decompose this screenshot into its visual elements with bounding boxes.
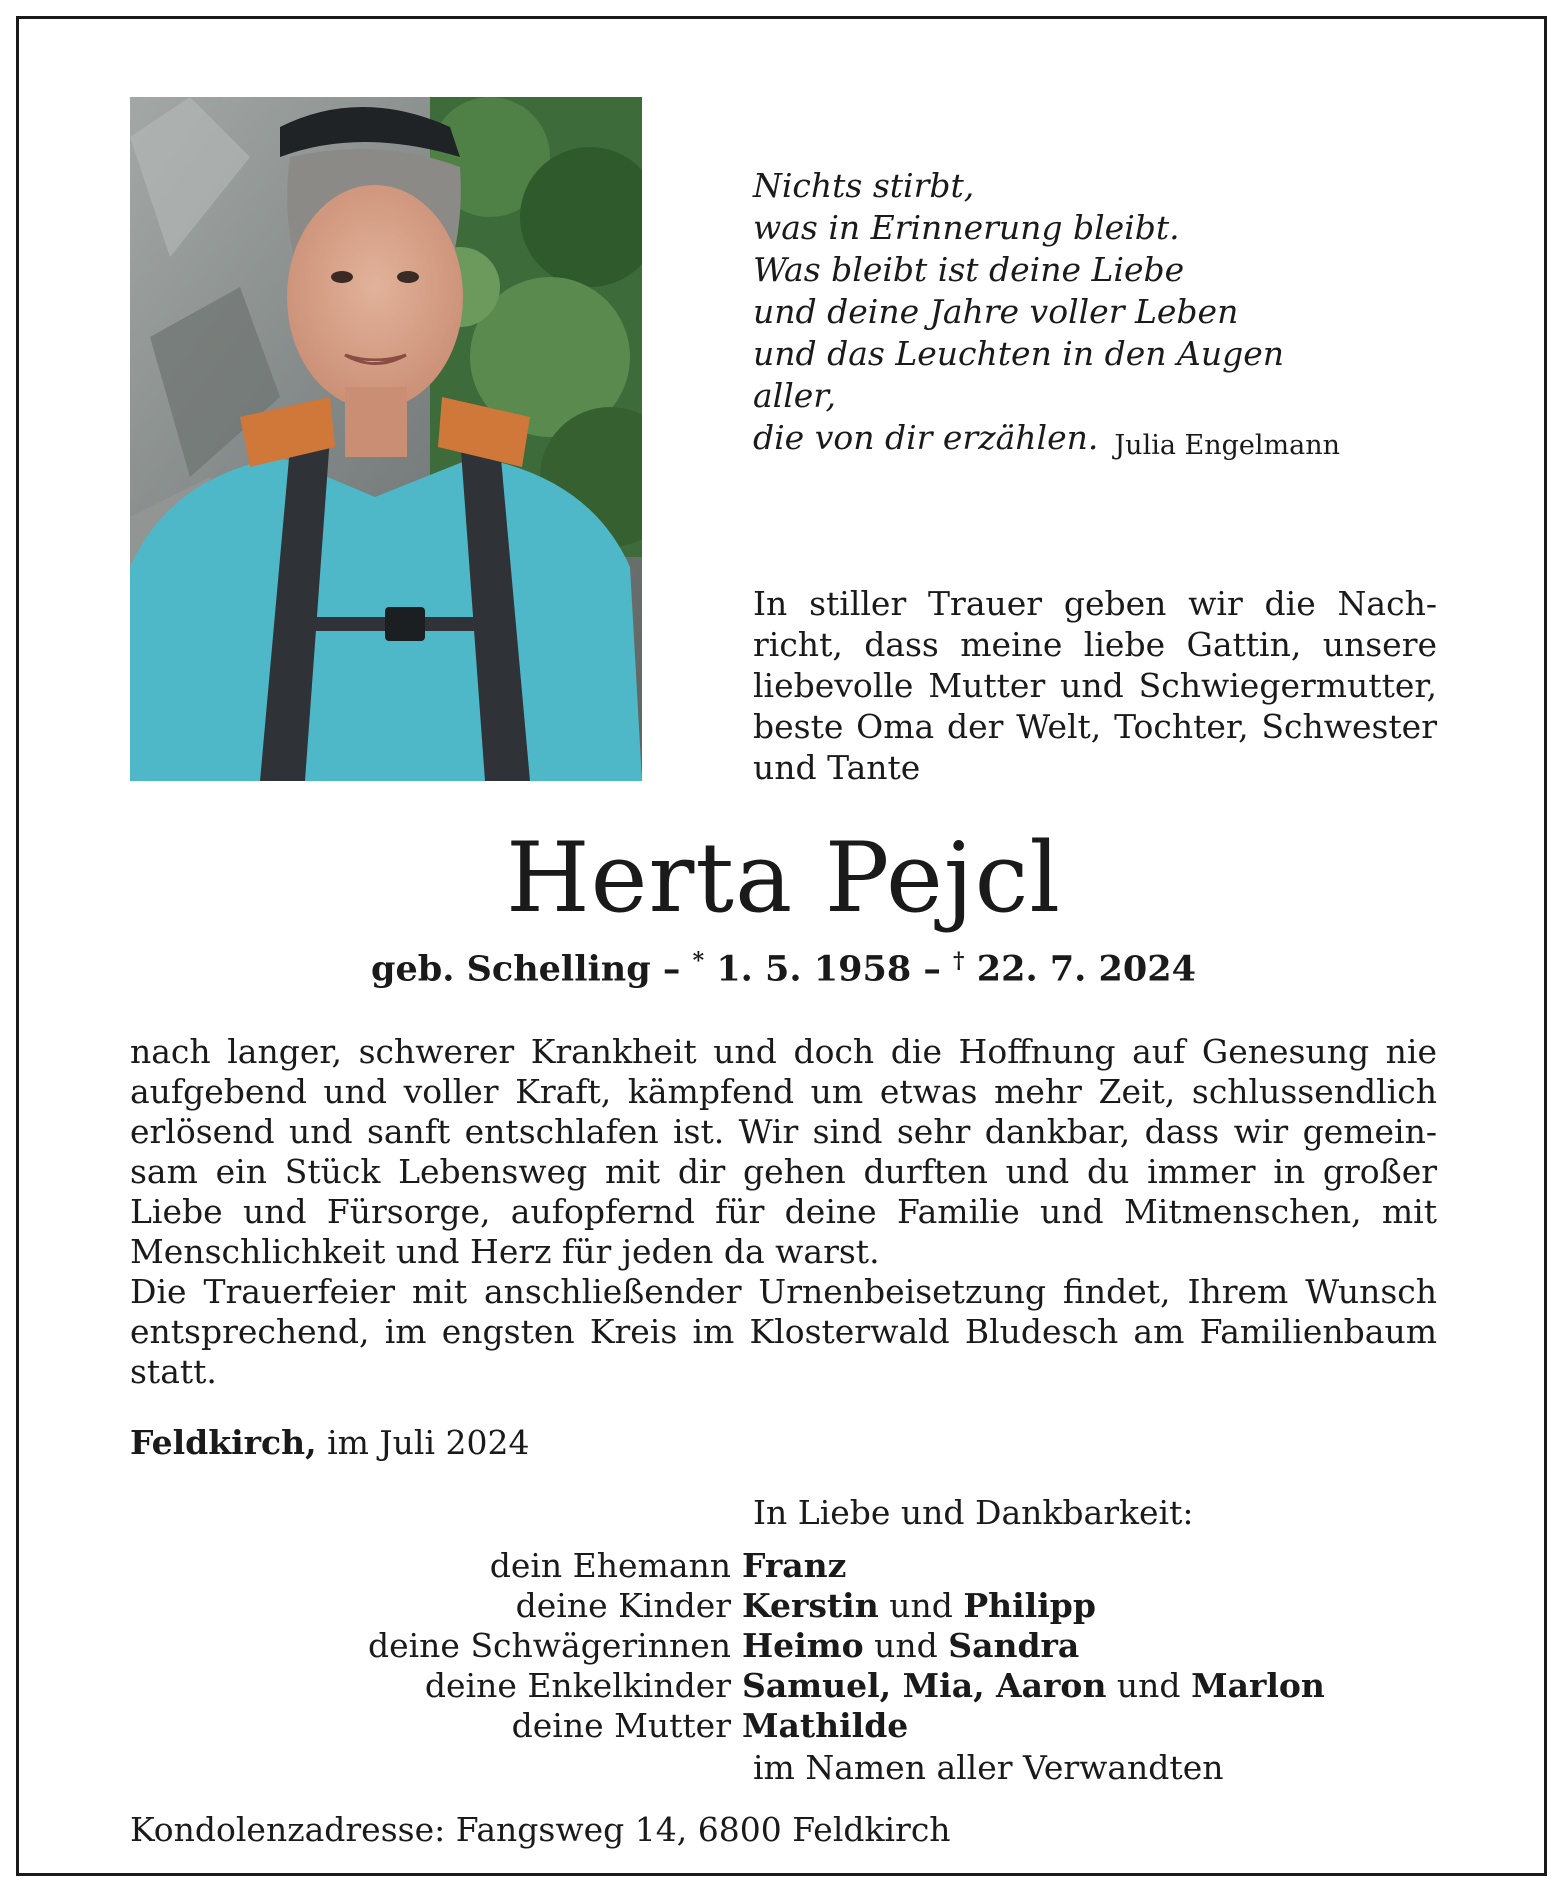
family-name: Sandra (948, 1626, 1080, 1665)
family-relation: dein Ehemann (489, 1546, 731, 1585)
family-name: Mathilde (742, 1706, 909, 1745)
born-symbol: * (692, 948, 705, 974)
memorial-quote (753, 165, 1373, 459)
family-connector: und (863, 1626, 949, 1665)
body-line: aufgebend und voller Kraft, kämpfend um etwas mehr Zeit, schlussendlich (130, 1072, 1437, 1111)
family-relation: deine Schwägerinnen (367, 1626, 731, 1665)
intro-line: beste Oma der Welt, Tochter, Schwester (753, 707, 1437, 746)
body-line: entsprechend, im engsten Kreis im Klosterwald Bludesch am Familienbaum (130, 1312, 1437, 1351)
body-line: statt. (130, 1352, 217, 1391)
quote-line: und das Leuchten in den Augen aller, (753, 334, 1284, 415)
quote-line: und deine Jahre voller Leben (753, 292, 1239, 331)
body-paragraph (130, 1032, 1437, 1392)
condolence-address: Kondolenzadresse: Fangsweg 14, 6800 Feldkirch (130, 1810, 951, 1849)
quote-line: was in Erinnerung bleibt. (753, 208, 1180, 247)
body-line: sam ein Stück Lebensweg mit dir gehen durften und du immer in großer (130, 1152, 1437, 1191)
place: Feldkirch, (130, 1423, 317, 1462)
family-list (130, 1546, 1430, 1746)
family-name: Samuel, Mia, Aaron (742, 1666, 1107, 1705)
died-symbol: † (953, 948, 965, 974)
family-names (742, 1706, 1430, 1746)
family-row (130, 1586, 1430, 1626)
place-date (130, 1423, 530, 1462)
intro-line: und Tante (753, 748, 921, 787)
birth-death-line (0, 948, 1567, 990)
intro-paragraph (753, 583, 1437, 788)
birth-date: 1. 5. 1958 (716, 948, 912, 990)
portrait-photo (130, 97, 642, 781)
body-line: Menschlichkeit und Herz für jeden da warst. (130, 1232, 880, 1271)
dash: – (923, 948, 941, 990)
family-names (742, 1546, 1430, 1586)
family-relation: deine Enkelkinder (424, 1666, 731, 1705)
family-connector: und (1106, 1666, 1192, 1705)
family-relation: deine Kinder (515, 1586, 731, 1625)
intro-line: In stiller Trauer geben wir die Nach- (753, 584, 1437, 623)
family-row (130, 1706, 1430, 1746)
date: im Juli 2024 (327, 1423, 530, 1462)
quote-author: Julia Engelmann (1114, 430, 1340, 461)
family-name: Heimo (742, 1626, 864, 1665)
thanks-heading: In Liebe und Dankbarkeit: (753, 1493, 1194, 1532)
dash: – (662, 948, 681, 990)
intro-line: richt, dass meine liebe Gattin, unsere (753, 625, 1437, 664)
quote-line: die von dir erzählen. (753, 418, 1099, 457)
body-line: Die Trauerfeier mit anschließender Urnenbeisetzung findet, Ihrem Wunsch (130, 1272, 1437, 1311)
family-names (742, 1586, 1430, 1626)
family-name: Kerstin (742, 1586, 879, 1625)
family-name: Philipp (963, 1586, 1096, 1625)
family-relation: deine Mutter (511, 1706, 731, 1745)
body-line: erlösend und sanft entschlafen ist. Wir sind sehr dankbar, dass wir gemein- (130, 1112, 1437, 1151)
family-row (130, 1546, 1430, 1586)
family-names (742, 1626, 1430, 1666)
intro-line: liebevolle Mutter und Schwiegermutter, (753, 666, 1437, 705)
family-connector: und (878, 1586, 964, 1625)
body-line: Liebe und Fürsorge, aufopfernd für deine Familie und Mitmenschen, mit (130, 1192, 1437, 1231)
birth-name: geb. Schelling (371, 948, 651, 990)
quote-line: Nichts stirbt, (753, 166, 975, 205)
family-name: Franz (742, 1546, 847, 1585)
body-line: nach langer, schwerer Krankheit und doch die Hoffnung auf Genesung nie (130, 1032, 1437, 1071)
deceased-name: Herta Pejcl (505, 822, 1062, 934)
family-row (130, 1626, 1430, 1666)
quote-line: Was bleibt ist deine Liebe (753, 250, 1185, 289)
family-names (742, 1666, 1430, 1706)
family-row (130, 1666, 1430, 1706)
family-name: Marlon (1191, 1666, 1325, 1705)
death-date: 22. 7. 2024 (976, 948, 1196, 990)
all-relatives-line: im Namen aller Verwandten (753, 1748, 1224, 1787)
